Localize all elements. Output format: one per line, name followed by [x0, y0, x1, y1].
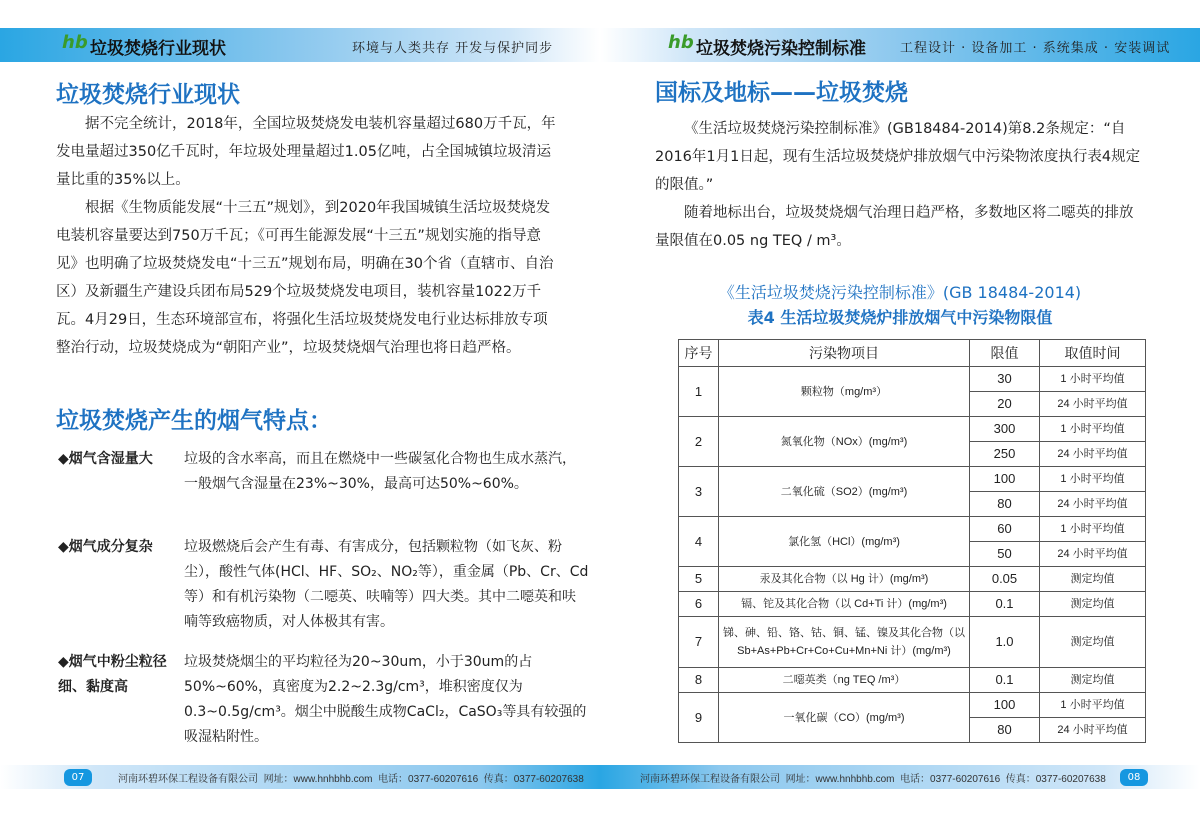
left-body: [56, 110, 556, 362]
footer-info: [118, 770, 584, 785]
table-row: [679, 467, 1146, 492]
left-header-band: [0, 28, 600, 62]
limit-value: 60: [970, 517, 1040, 542]
left-slogan: 环境与人类共存 开发与保护同步: [352, 41, 554, 56]
table-row: [679, 693, 1146, 718]
footer-website: 网址：www.hnhbhb.com: [263, 774, 373, 785]
pollutant-item: 颗粒物（mg/m³）: [719, 367, 970, 417]
left-title2: 垃圾焚烧产生的烟气特点：: [56, 408, 332, 434]
page-number: 08: [1120, 769, 1148, 786]
table-header-cell: 限值: [970, 340, 1040, 367]
table-header-cell: 取值时间: [1040, 340, 1146, 367]
footer-band: [0, 765, 1200, 789]
table-row: [679, 417, 1146, 442]
limit-value: 20: [970, 392, 1040, 417]
left-header-title: 垃圾焚烧行业现状: [90, 39, 226, 59]
feature-text: 垃圾燃烧后会产生有毒、有害成分，包括颗粒物（如飞灰、粉尘），酸性气体(HCl、HF、SO₂、NO₂等），重金属（Pb、Cr、Cd 等）和有机污染物（二噁英、呋喃等）四大类。其中二噁英和呋喃等致癌物质，对人体极其有害。: [184, 539, 589, 630]
right-header-title: 垃圾焚烧污染控制标准: [696, 39, 866, 59]
averaging-time: 测定均值: [1040, 617, 1146, 668]
feature-key: ◆烟气含湿量大: [58, 451, 153, 467]
averaging-time: 24 小时平均值: [1040, 442, 1146, 467]
table-subtitle: 表4 生活垃圾焚烧炉排放烟气中污染物限值: [747, 308, 1053, 327]
table-title: 《生活垃圾焚烧污染控制标准》(GB 18484-2014): [718, 283, 1082, 302]
right-body: [655, 115, 1147, 255]
feature-text: 垃圾的含水率高，而且在燃烧中一些碳氢化合物也生成水蒸汽，一般烟气含湿量在23%~30%，最高可达50%~60%。: [184, 451, 576, 492]
table-row: [679, 592, 1146, 617]
limit-value: 100: [970, 467, 1040, 492]
pollutant-item: 锑、砷、铅、铬、钴、铜、锰、镍及其化合物（以 Sb+As+Pb+Cr+Co+Cu+Mn+Ni 计）(mg/m³): [719, 617, 970, 668]
pollutant-item: 二氧化硫（SO2）(mg/m³): [719, 467, 970, 517]
table-row: [679, 567, 1146, 592]
feature-text: 垃圾焚烧烟尘的平均粒径为20~30um，小于30um的占50%~60%，真密度为2.2~2.3g/cm³，堆积密度仅为0.3~0.5g/cm³。烟尘中脱酸生成物CaCl₂，CaSO₃等具有较强的吸湿粘附性。: [184, 654, 587, 745]
pollutant-item: 汞及其化合物（以 Hg 计）(mg/m³): [719, 567, 970, 592]
footer-company: 河南环碧环保工程设备有限公司: [118, 774, 258, 785]
footer-phone: 电话：0377-60207616: [378, 774, 479, 785]
right-title: 国标及地标——垃圾焚烧: [655, 80, 908, 106]
row-number: 4: [679, 517, 719, 567]
averaging-time: 1 小时平均值: [1040, 467, 1146, 492]
averaging-time: 1 小时平均值: [1040, 367, 1146, 392]
logo-icon: hb: [668, 32, 694, 53]
averaging-time: 24 小时平均值: [1040, 542, 1146, 567]
pollutant-item: 氮氧化物（NOx）(mg/m³): [719, 417, 970, 467]
footer-fax: 传真：0377-60207638: [1005, 774, 1106, 785]
feature-key: ◆烟气中粉尘粒径细、黏度高: [58, 654, 167, 695]
table-header-cell: 污染物项目: [719, 340, 970, 367]
table-row: [679, 517, 1146, 542]
averaging-time: 1 小时平均值: [1040, 693, 1146, 718]
row-number: 6: [679, 592, 719, 617]
table-row: [679, 367, 1146, 392]
left-title: 垃圾焚烧行业现状: [56, 82, 240, 108]
row-number: 7: [679, 617, 719, 668]
footer-phone: 电话：0377-60207616: [900, 774, 1001, 785]
pollutant-limits-table: [678, 339, 1146, 743]
pollutant-item: 一氧化碳（CO）(mg/m³): [719, 693, 970, 743]
footer-fax: 传真：0377-60207638: [483, 774, 584, 785]
table-row: [679, 668, 1146, 693]
limit-value: 1.0: [970, 617, 1040, 668]
row-number: 3: [679, 467, 719, 517]
averaging-time: 1 小时平均值: [1040, 417, 1146, 442]
limit-value: 0.1: [970, 592, 1040, 617]
limit-value: 100: [970, 693, 1040, 718]
right-header-band: [600, 28, 1200, 62]
limit-value: 0.05: [970, 567, 1040, 592]
limit-value: 250: [970, 442, 1040, 467]
limit-value: 80: [970, 718, 1040, 743]
paragraph: 据不完全统计，2018年，全国垃圾焚烧发电装机容量超过680万千瓦，年发电量超过350亿千瓦时，年垃圾处理量超过1.05亿吨，占全国城镇垃圾清运量比重的35%以上。: [56, 116, 556, 188]
limit-value: 50: [970, 542, 1040, 567]
averaging-time: 24 小时平均值: [1040, 392, 1146, 417]
limit-value: 80: [970, 492, 1040, 517]
pollutant-item: 镉、铊及其化合物（以 Cd+Ti 计）(mg/m³): [719, 592, 970, 617]
row-number: 2: [679, 417, 719, 467]
footer-info: [640, 770, 1106, 785]
paragraph: 根据《生物质能发展“十三五”规划》，到2020年我国城镇生活垃圾焚烧发电装机容量要达到750万千瓦；《可再生能源发展“十三五”规划实施的指导意见》也明确了垃圾焚烧发电“十三五”规划布局，明确在30个省（直辖市、自治区）及新疆生产建设兵团布局529个垃圾焚烧发电项目，装机容量1022万千瓦。4月29日，生态环境部宣布，将强化生活垃圾焚烧发电行业达标排放专项整治行动，垃圾焚烧成为“朝阳产业”，垃圾焚烧烟气治理也将日趋严格。: [56, 200, 554, 356]
table-row: [679, 617, 1146, 668]
paragraph: 《生活垃圾焚烧污染控制标准》(GB18484-2014)第8.2条规定：“自2016年1月1日起，现有生活垃圾焚烧炉排放烟气中污染物浓度执行表4规定的限值。”: [655, 121, 1141, 193]
row-number: 9: [679, 693, 719, 743]
row-number: 1: [679, 367, 719, 417]
row-number: 5: [679, 567, 719, 592]
table-header-cell: 序号: [679, 340, 719, 367]
row-number: 8: [679, 668, 719, 693]
logo-icon: hb: [62, 32, 88, 53]
right-slogan: 工程设计 · 设备加工 · 系统集成 · 安装调试: [900, 41, 1171, 56]
paragraph: 随着地标出台，垃圾焚烧烟气治理日趋严格，多数地区将二噁英的排放量限值在0.05 ng TEQ / m³。: [655, 205, 1134, 249]
limit-value: 300: [970, 417, 1040, 442]
averaging-time: 24 小时平均值: [1040, 718, 1146, 743]
page-number: 07: [64, 769, 92, 786]
averaging-time: 测定均值: [1040, 567, 1146, 592]
footer-company: 河南环碧环保工程设备有限公司: [640, 774, 780, 785]
limit-value: 0.1: [970, 668, 1040, 693]
feature-key: ◆烟气成分复杂: [58, 539, 153, 555]
limit-value: 30: [970, 367, 1040, 392]
averaging-time: 1 小时平均值: [1040, 517, 1146, 542]
footer-website: 网址：www.hnhbhb.com: [785, 774, 895, 785]
pollutant-item: 二噁英类（ng TEQ /m³）: [719, 668, 970, 693]
averaging-time: 测定均值: [1040, 668, 1146, 693]
pollutant-item: 氯化氢（HCl）(mg/m³): [719, 517, 970, 567]
table-header-row: [679, 340, 1146, 367]
averaging-time: 测定均值: [1040, 592, 1146, 617]
averaging-time: 24 小时平均值: [1040, 492, 1146, 517]
